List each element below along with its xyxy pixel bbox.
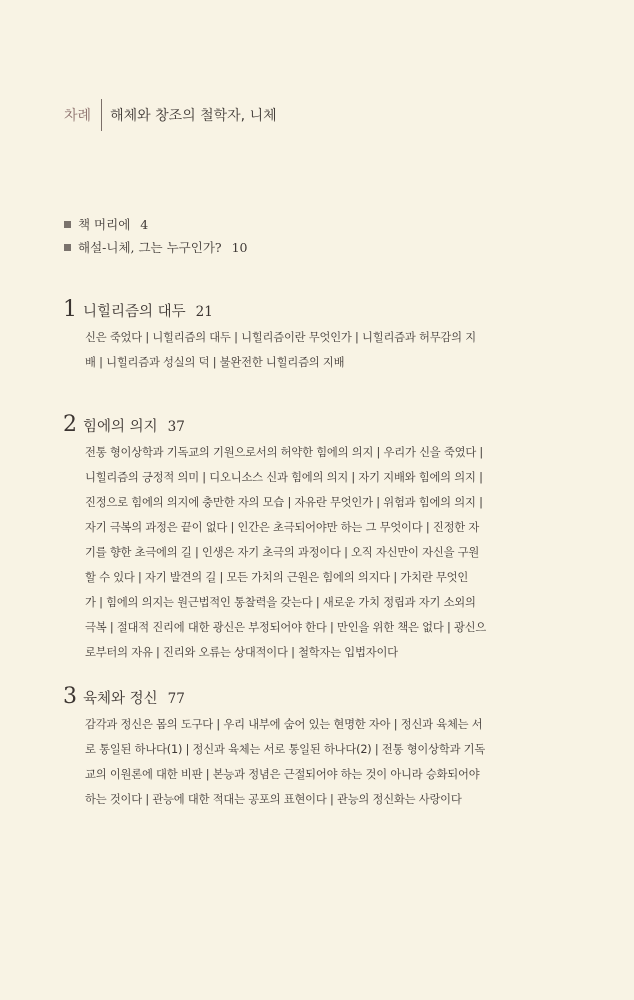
chapter-title: 육체와 정신 [83, 691, 158, 707]
section-line: 배 | 니힐리즘과 성실의 덕 | 불완전한 니힐리즘의 지배 [85, 356, 345, 369]
chapter-page: 77 [167, 691, 185, 707]
section-line: 신은 죽었다 | 니힐리즘의 대두 | 니힐리즘이란 무엇인가 | 니힐리즘과 허무감의 지 [85, 331, 476, 344]
section-line: 감각과 정신은 몸의 도구다 | 우리 내부에 숨어 있는 현명한 자아 | 정신과 육체는 서 [85, 718, 483, 731]
front-matter-page: 4 [140, 217, 149, 232]
header-divider [101, 99, 102, 131]
toc-header [64, 100, 277, 130]
section-line: 전통 형이상학과 기독교의 기원으로서의 허약한 힘에의 의지 | 우리가 신을 죽였다 | [85, 446, 484, 459]
chapter-title: 힘에의 의지 [83, 419, 158, 435]
front-matter-item[interactable] [64, 236, 248, 259]
section-line: 가 | 힘에의 의지는 원근법적인 통찰력을 갖는다 | 새로운 가치 정립과 자기 소외의 [85, 596, 476, 609]
toc-label: 차례 [64, 108, 92, 124]
section-line: 극복 | 절대적 진리에 대한 광신은 부정되어야 한다 | 만인을 위한 책은 없다 | 광신으 [85, 621, 487, 634]
front-matter-list [64, 213, 248, 259]
section-line: 기를 향한 초극에의 길 | 인생은 자기 초극의 과정이다 | 오직 자신만이 자신을 구원 [85, 546, 480, 559]
chapter-sections [85, 325, 537, 375]
section-line: 로 통일된 하나다(1) | 정신과 육체는 서로 통일된 하나다(2) | 전통 형이상학과 기독 [85, 743, 486, 756]
chapter-3 [63, 682, 537, 812]
section-line: 진정으로 힘에의 의지에 충만한 자의 모습 | 자유란 무엇인가 | 위험과 힘에의 의지 | [85, 496, 483, 509]
chapter-heading[interactable] [63, 682, 537, 712]
section-line: 자기 극복의 과정은 끝이 없다 | 인간은 초극되어야만 하는 그 무엇이다 | 진정한 자 [85, 521, 480, 534]
chapter-title: 니힐리즘의 대두 [83, 304, 186, 320]
chapter-sections [85, 712, 537, 812]
section-line: 로부터의 자유 | 진리와 오류는 상대적이다 | 철학자는 입법자이다 [85, 646, 398, 659]
chapter-sections [85, 440, 537, 665]
chapter-number: 1 [63, 297, 77, 322]
chapter-number: 3 [63, 684, 77, 709]
section-line: 하는 것이다 | 관능에 대한 적대는 공포의 표현이다 | 관능의 정신화는 사랑이다 [85, 793, 462, 806]
chapter-1 [63, 295, 537, 375]
section-line: 니힐리즘의 긍정적 의미 | 디오니소스 신과 힘에의 의지 | 자기 지배와 힘에의 의지 | [85, 471, 483, 484]
chapter-heading[interactable] [63, 410, 537, 440]
chapter-heading[interactable] [63, 295, 537, 325]
front-matter-title: 책 머리에 [78, 217, 131, 232]
front-matter-page: 10 [231, 240, 248, 255]
chapter-page: 37 [167, 419, 185, 435]
square-bullet-icon [64, 244, 71, 251]
chapter-2 [63, 410, 537, 665]
square-bullet-icon [64, 221, 71, 228]
section-line: 할 수 있다 | 자기 발견의 길 | 모든 가치의 근원은 힘에의 의지다 | 가치란 무엇인 [85, 571, 469, 584]
book-title: 해체와 창조의 철학자, 니체 [110, 108, 277, 124]
chapter-page: 21 [195, 304, 213, 320]
front-matter-item[interactable] [64, 213, 248, 236]
section-line: 교의 이원론에 대한 비판 | 본능과 정념은 근절되어야 하는 것이 아니라 승화되어야 [85, 768, 480, 781]
front-matter-title: 해설-니체, 그는 누구인가? [78, 240, 222, 255]
chapter-number: 2 [63, 412, 77, 437]
